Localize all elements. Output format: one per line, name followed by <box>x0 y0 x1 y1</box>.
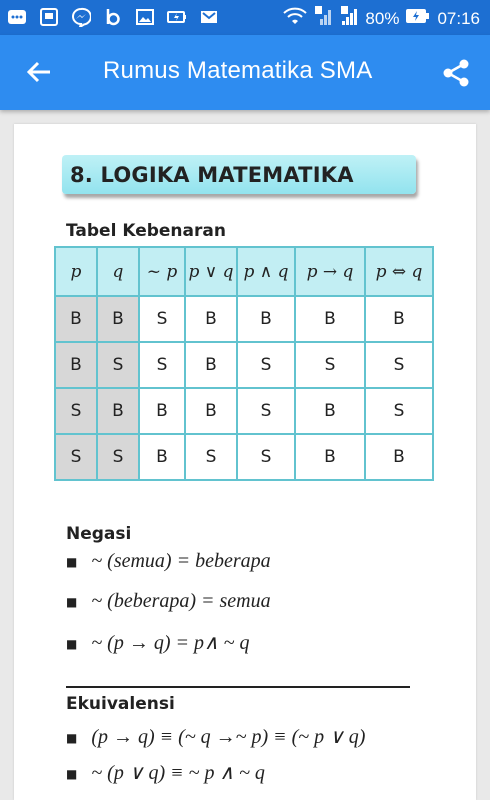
bullet: ■ <box>66 767 78 782</box>
header-cell: p ∧ q <box>237 247 295 296</box>
table-cell: B <box>97 296 139 342</box>
table-cell: B <box>185 388 237 434</box>
ekuivalensi-formula <box>66 724 365 749</box>
table-cell: S <box>365 342 433 388</box>
table-cell: B <box>97 388 139 434</box>
table-cell: B <box>55 342 97 388</box>
table-row <box>55 342 433 388</box>
header-cell: q <box>97 247 139 296</box>
formula-text: (p → q) ≡ (~ q →~ p) ≡ (~ p ∨ q) <box>91 726 366 748</box>
table-cell: S <box>237 388 295 434</box>
table-cell: B <box>295 388 365 434</box>
section-heading <box>62 155 416 194</box>
table-row <box>55 434 433 480</box>
battery-saver-icon <box>166 6 188 28</box>
bullet: ■ <box>66 637 78 652</box>
ekuivalensi-formula <box>66 760 265 785</box>
formula-text: ~ (p → q) = p∧ ~ q <box>91 632 250 654</box>
table-cell: S <box>237 342 295 388</box>
formula-text: ~ (beberapa) = semua <box>91 590 271 612</box>
negasi-formula <box>66 590 271 613</box>
arrow-back-icon[interactable] <box>24 57 54 87</box>
b-icon <box>102 6 124 28</box>
status-bar <box>0 0 490 35</box>
clock: 07:16 <box>437 8 480 28</box>
bullet: ■ <box>66 595 78 610</box>
app-title: Rumus Matematika SMA <box>103 57 373 84</box>
table-cell: S <box>185 434 237 480</box>
table-row <box>55 388 433 434</box>
table-cell: B <box>185 342 237 388</box>
more-icon <box>6 6 28 28</box>
ekuivalensi-title: Ekuivalensi <box>66 694 175 714</box>
table-cell: S <box>365 388 433 434</box>
table-cell: B <box>295 296 365 342</box>
table-cell: S <box>139 342 185 388</box>
table-row <box>55 296 433 342</box>
table-cell: S <box>295 342 365 388</box>
bullet: ■ <box>66 731 78 746</box>
content-page[interactable] <box>14 124 476 800</box>
table-cell: S <box>237 434 295 480</box>
table-cell: S <box>97 434 139 480</box>
table-cell: B <box>365 296 433 342</box>
header-cell: ~ p <box>139 247 185 296</box>
formula-text: ~ (semua) = beberapa <box>91 550 271 572</box>
app-bar <box>0 35 490 110</box>
table-title: Tabel Kebenaran <box>66 221 226 241</box>
table-cell: B <box>139 434 185 480</box>
system-icons <box>283 5 480 32</box>
negasi-title: Negasi <box>66 524 132 544</box>
wifi-icon <box>283 6 307 31</box>
mail-icon <box>198 6 220 28</box>
table-cell: B <box>237 296 295 342</box>
table-cell: B <box>295 434 365 480</box>
divider <box>66 686 410 688</box>
table-cell: B <box>185 296 237 342</box>
signal-2-icon <box>339 5 359 32</box>
formula-text: ~ (p ∨ q) ≡ ~ p ∧ ~ q <box>91 762 265 784</box>
header-cell: p ⇔ q <box>365 247 433 296</box>
signal-1-icon <box>313 5 333 32</box>
negasi-formula <box>66 550 271 573</box>
bullet: ■ <box>66 555 78 570</box>
messenger-icon <box>70 6 92 28</box>
image-icon <box>134 6 156 28</box>
table-cell: B <box>139 388 185 434</box>
table-cell: S <box>139 296 185 342</box>
table-header-row <box>55 247 433 296</box>
table-cell: B <box>365 434 433 480</box>
header-cell: p ∨ q <box>185 247 237 296</box>
table-cell: S <box>55 434 97 480</box>
table-cell: S <box>55 388 97 434</box>
header-cell: p <box>55 247 97 296</box>
notification-icons <box>6 6 220 28</box>
truth-table <box>54 246 434 481</box>
table-cell: B <box>55 296 97 342</box>
screen-icon <box>38 6 60 28</box>
battery-percent: 80% <box>365 8 400 28</box>
table-cell: S <box>97 342 139 388</box>
negasi-formula <box>66 630 249 655</box>
share-icon[interactable] <box>440 57 472 89</box>
section-heading-text: 8. LOGIKA MATEMATIKA <box>70 163 354 187</box>
header-cell: p → q <box>295 247 365 296</box>
battery-charging-icon <box>405 6 431 31</box>
